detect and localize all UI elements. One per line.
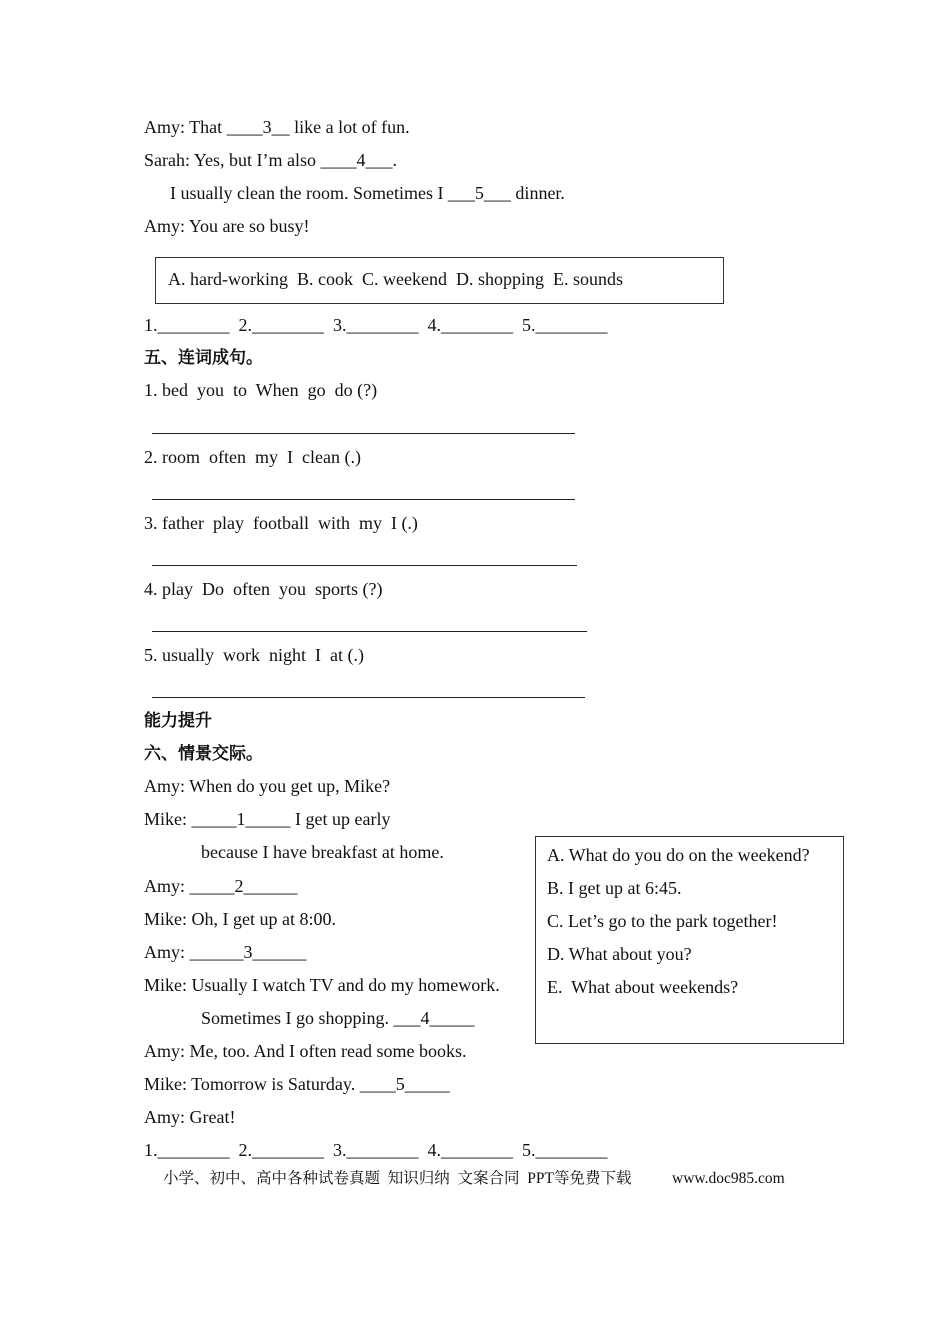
question-item: 3. father play football with my I (.)	[144, 513, 418, 533]
dialogue-line: Sarah: Yes, but I’m also ____4___.	[144, 150, 397, 170]
sentence-options-box	[535, 836, 844, 1044]
answer-line	[152, 697, 585, 698]
dialogue-line: because I have breakfast at home.	[201, 842, 444, 862]
option-item: A. What do you do on the weekend?	[547, 845, 810, 865]
dialogue-line: Amy: _____2______	[144, 876, 298, 896]
section-heading: 五、连词成句。	[144, 348, 263, 368]
answer-line	[152, 433, 575, 434]
question-item: 4. play Do often you sports (?)	[144, 579, 383, 599]
dialogue-line: Sometimes I go shopping. ___4_____	[201, 1008, 475, 1028]
answer-line	[152, 499, 575, 500]
question-item: 1. bed you to When go do (?)	[144, 380, 378, 400]
option-item: B. I get up at 6:45.	[547, 878, 682, 898]
option-item: C. Let’s go to the park together!	[547, 911, 778, 931]
question-item: 5. usually work night I at (.)	[144, 645, 364, 665]
dialogue-line: Amy: That ____3__ like a lot of fun.	[144, 117, 410, 137]
section-heading: 六、情景交际。	[144, 744, 263, 764]
option-item: D. What about you?	[547, 944, 692, 964]
footer-text: 小学、初中、高中各种试卷真题 知识归纳 文案合同 PPT等免费下载	[163, 1170, 632, 1187]
footer-url[interactable]: www.doc985.com	[672, 1170, 785, 1187]
answer-blanks: 1.________ 2.________ 3.________ 4.________ 5.________	[144, 1140, 608, 1160]
dialogue-line: Mike: _____1_____ I get up early	[144, 809, 391, 829]
option-item: E. What about weekends?	[547, 977, 739, 997]
answer-line	[152, 565, 577, 566]
dialogue-line: Amy: You are so busy!	[144, 216, 310, 236]
dialogue-line: I usually clean the room. Sometimes I ___5___ dinner.	[170, 183, 565, 203]
dialogue-line: Mike: Usually I watch TV and do my homework.	[144, 975, 500, 995]
dialogue-line: Amy: ______3______	[144, 942, 307, 962]
answer-blanks: 1.________ 2.________ 3.________ 4.________ 5.________	[144, 315, 608, 335]
dialogue-line: Amy: When do you get up, Mike?	[144, 776, 391, 796]
answer-line	[152, 631, 587, 632]
dialogue-line: Amy: Great!	[144, 1107, 236, 1127]
question-item: 2. room often my I clean (.)	[144, 447, 361, 467]
word-options-box	[155, 257, 724, 304]
dialogue-line: Mike: Oh, I get up at 8:00.	[144, 909, 336, 929]
dialogue-line: Amy: Me, too. And I often read some books.	[144, 1041, 467, 1061]
section-title: 能力提升	[144, 711, 212, 731]
word-options: A. hard-working B. cook C. weekend D. shopping E. sounds	[168, 269, 623, 289]
dialogue-line: Mike: Tomorrow is Saturday. ____5_____	[144, 1074, 450, 1094]
